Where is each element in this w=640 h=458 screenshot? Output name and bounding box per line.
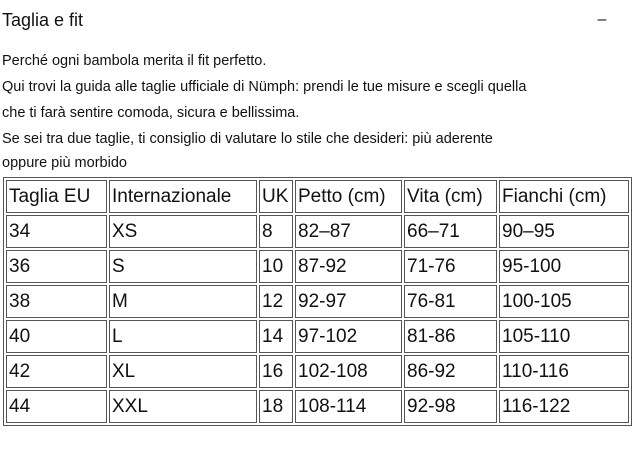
- table-cell: 100-105: [499, 285, 629, 318]
- size-chart-table: [3, 177, 632, 426]
- table-row: [6, 250, 629, 283]
- table-cell: 8: [259, 215, 293, 248]
- table-cell: 42: [6, 355, 107, 388]
- table-cell: S: [109, 250, 257, 283]
- column-header: Taglia EU: [6, 180, 107, 213]
- table-cell: 110-116: [499, 355, 629, 388]
- table-cell: 76-81: [404, 285, 497, 318]
- intro-text: [2, 48, 632, 174]
- table-cell: 95-100: [499, 250, 629, 283]
- accordion-header[interactable]: [0, 0, 640, 40]
- table-cell: 14: [259, 320, 293, 353]
- table-cell: L: [109, 320, 257, 353]
- table-cell: 87-92: [295, 250, 402, 283]
- table-cell: 36: [6, 250, 107, 283]
- table-cell: 12: [259, 285, 293, 318]
- table-cell: 16: [259, 355, 293, 388]
- column-header: UK: [259, 180, 293, 213]
- table-cell: 18: [259, 390, 293, 423]
- intro-line: Perché ogni bambola merita il fit perfetto.: [2, 53, 267, 69]
- minus-icon[interactable]: –: [597, 11, 607, 28]
- table-cell: XXL: [109, 390, 257, 423]
- table-row: [6, 355, 629, 388]
- table-cell: 116-122: [499, 390, 629, 423]
- table-cell: 40: [6, 320, 107, 353]
- table-row: [6, 215, 629, 248]
- table-cell: 102-108: [295, 355, 402, 388]
- table-cell: 82–87: [295, 215, 402, 248]
- intro-line: oppure più morbido: [2, 155, 127, 171]
- table-cell: M: [109, 285, 257, 318]
- table-row: [6, 390, 629, 423]
- table-cell: 44: [6, 390, 107, 423]
- table-cell: 108-114: [295, 390, 402, 423]
- section-title: Taglia e fit: [2, 10, 84, 30]
- table-row: [6, 320, 629, 353]
- table-cell: 105-110: [499, 320, 629, 353]
- table-cell: 66–71: [404, 215, 497, 248]
- intro-line: Qui trovi la guida alle taglie ufficiale di Nümph: prendi le tue misure e scegli quella: [2, 79, 527, 95]
- column-header: Vita (cm): [404, 180, 497, 213]
- column-header: Fianchi (cm): [499, 180, 629, 213]
- column-header: Petto (cm): [295, 180, 402, 213]
- table-cell: 97-102: [295, 320, 402, 353]
- table-cell: 71-76: [404, 250, 497, 283]
- column-header: Internazionale: [109, 180, 257, 213]
- table-cell: 92-98: [404, 390, 497, 423]
- table-cell: 38: [6, 285, 107, 318]
- table-cell: 86-92: [404, 355, 497, 388]
- table-cell: 92-97: [295, 285, 402, 318]
- table-cell: 81-86: [404, 320, 497, 353]
- table-cell: 90–95: [499, 215, 629, 248]
- table-cell: XL: [109, 355, 257, 388]
- table-cell: 10: [259, 250, 293, 283]
- table-cell: XS: [109, 215, 257, 248]
- table-header-row: [6, 180, 629, 213]
- table-cell: 34: [6, 215, 107, 248]
- table-row: [6, 285, 629, 318]
- accordion-body: [2, 48, 632, 417]
- intro-line: che ti farà sentire comoda, sicura e bellissima.: [2, 105, 300, 121]
- intro-line: Se sei tra due taglie, ti consiglio di valutare lo stile che desideri: più aderente: [2, 131, 493, 147]
